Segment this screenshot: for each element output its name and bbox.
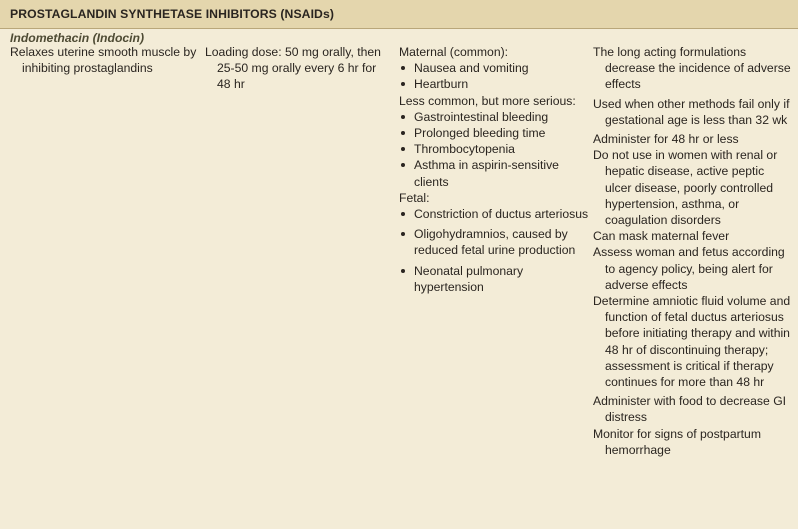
less-common-label: Less common, but more serious:	[399, 93, 576, 108]
bullet-icon	[401, 131, 405, 135]
list-item: Assess woman and fetus according to agency policy, being alert for adverse effects	[593, 245, 785, 292]
bullet-icon	[401, 147, 405, 151]
dosage-column	[205, 44, 390, 93]
action-text: Relaxes uterine smooth muscle by inhibiting prostaglandins	[10, 45, 197, 76]
list-item: Determine amniotic fluid volume and function of fetal ductus arteriosus before initiating therapy and within 48 hr of discontinuing therapy; assessment is critical if therapy continues for more than 48 hr	[593, 294, 791, 390]
list-item: Gastrointestinal bleeding	[399, 109, 589, 125]
list-item: Oligohydramnios, caused by reduced fetal urine production	[399, 226, 589, 258]
drug-name: Indomethacin (Indocin)	[10, 31, 145, 45]
list-item: Asthma in aspirin-sensitive clients	[399, 157, 589, 189]
list-item: Administer with food to decrease GI distress	[593, 394, 787, 425]
list-item: Constriction of ductus arteriosus	[399, 206, 589, 222]
header-divider	[0, 28, 798, 29]
nursing-considerations-column	[593, 44, 793, 458]
dosage-text: Loading dose: 50 mg orally, then 25-50 mg orally every 6 hr for 48 hr	[205, 45, 381, 92]
list-item: Monitor for signs of postpartum hemorrhage	[593, 426, 761, 457]
bullet-icon	[401, 163, 405, 167]
bullet-icon	[401, 232, 405, 236]
list-item: Prolonged bleeding time	[399, 125, 589, 141]
bullet-icon	[401, 82, 405, 86]
bullet-icon	[401, 212, 405, 216]
action-column	[10, 44, 200, 76]
table-header	[0, 0, 798, 28]
list-item: Nausea and vomiting	[399, 60, 589, 76]
section-title: PROSTAGLANDIN SYNTHETASE INHIBITORS (NSAIDs)	[10, 7, 334, 21]
list-item: Thrombocytopenia	[399, 141, 589, 157]
list-item: Do not use in women with renal or hepatic disease, active peptic ulcer disease, poorly controlled hypertension, asthma, or coagulation disorders	[593, 148, 778, 228]
list-item: Used when other methods fail only if gestational age is less than 32 wk	[593, 96, 790, 127]
list-item: Can mask maternal fever	[593, 229, 730, 244]
bullet-icon	[401, 269, 405, 273]
bullet-icon	[401, 66, 405, 70]
list-item: Administer for 48 hr or less	[593, 132, 739, 147]
bullet-icon	[401, 115, 405, 119]
list-item: Heartburn	[399, 76, 589, 92]
fetal-label: Fetal:	[399, 190, 430, 205]
list-item: Neonatal pulmonary hypertension	[399, 263, 589, 295]
adverse-effects-column	[399, 44, 589, 295]
maternal-label: Maternal (common):	[399, 45, 509, 59]
list-item: The long acting formulations decrease the incidence of adverse effects	[593, 45, 791, 92]
